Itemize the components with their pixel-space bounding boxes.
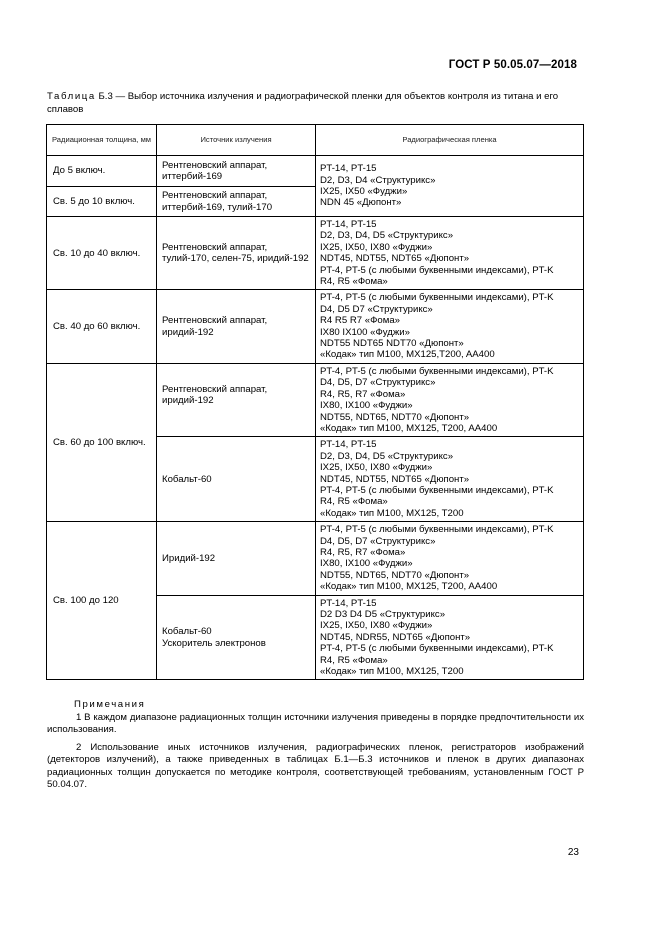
header-thickness: Радиационная толщина, мм: [47, 125, 157, 156]
film-line: «Кодак» тип M100, MX125, T200, AA400: [320, 422, 498, 434]
film-line: NDT45, NDR55, NDT65 «Дюпонт»: [320, 631, 471, 643]
film-line: D4, D5 D7 «Структурикс»: [320, 303, 433, 315]
source-line: Рентгеновский аппарат,: [162, 241, 268, 253]
film-line: PT-4, PT-5 (с любыми буквенными индексами), PT-K: [320, 643, 554, 655]
film-cell: [316, 156, 584, 217]
source-cell: [157, 437, 316, 522]
film-line: IX80 IX100 «Фуджи»: [320, 326, 410, 338]
thickness-cell: Св. 10 до 40 включ.: [47, 217, 157, 290]
thickness-cell: Св. 100 до 120: [47, 522, 157, 680]
source-line: Рентгеновский аппарат,: [162, 159, 268, 171]
source-line: Рентгеновский аппарат,: [162, 315, 268, 327]
source-film-table: [46, 124, 584, 680]
film-line: IX80, IX100 «Фуджи»: [320, 400, 413, 412]
film-line: R4, R5 «Фома»: [320, 654, 388, 666]
source-cell: [157, 522, 316, 595]
notes-title: Примечания: [74, 699, 146, 710]
film-line: «Кодак» тип M100, MX125, T200, AA400: [320, 581, 498, 593]
film-line: PT-14, PT-15: [320, 163, 377, 175]
notes-section: [47, 699, 584, 792]
table-row: [47, 522, 584, 595]
film-line: NDT55, NDT65, NDT70 «Дюпонт»: [320, 569, 470, 581]
film-line: R4, R5, R7 «Фома»: [320, 546, 406, 558]
source-cell: [157, 217, 316, 290]
film-cell: [316, 290, 584, 363]
film-line: D2 D3 D4 D5 «Структурикс»: [320, 609, 446, 620]
caption-label: Таблица: [47, 91, 96, 102]
film-line: IX25, IX50, IX80 «Фуджи»: [320, 462, 433, 474]
source-line: Рентгеновский аппарат,: [162, 190, 268, 202]
thickness-cell: До 5 включ.: [47, 156, 157, 187]
source-line: иттербий-169: [162, 171, 223, 182]
film-line: PT-4, PT-5 (с любыми буквенными индексами), PT-K: [320, 264, 554, 276]
thickness-cell: Св. 60 до 100 включ.: [47, 363, 157, 521]
source-line: тулий-170, селен-75, иридий-192: [162, 253, 309, 265]
table-row: [47, 290, 584, 363]
thickness-cell: Св. 5 до 10 включ.: [47, 187, 157, 217]
document-id: ГОСТ Р 50.05.07—2018: [448, 59, 577, 71]
film-line: R4 R5 R7 «Фома»: [320, 315, 401, 327]
film-line: R4, R5, R7 «Фома»: [320, 388, 406, 400]
film-line: R4, R5 «Фома»: [320, 496, 388, 508]
film-line: D4, D5, D7 «Структурикс»: [320, 535, 436, 547]
page-number: 23: [567, 847, 579, 858]
film-line: NDT55, NDT65, NDT70 «Дюпонт»: [320, 411, 470, 423]
source-line: Ускоритель электронов: [162, 637, 266, 649]
film-cell: [316, 363, 584, 436]
film-line: NDT55 NDT65 NDT70 «Дюпонт»: [320, 338, 464, 350]
caption-text: Б.3 — Выбор источника излучения и радиографической пленки для объектов контроля из титана и его сплавов: [47, 91, 559, 115]
source-line: Рентгеновский аппарат,: [162, 383, 268, 395]
source-line: иридий-192: [162, 395, 214, 407]
film-line: PT-4, PT-5 (с любыми буквенными индексами), PT-K: [320, 524, 554, 536]
film-line: «Кодак» тип M100, MX125,T200, AA400: [320, 349, 495, 361]
source-line: иридий-192: [162, 326, 214, 338]
source-cell: [157, 363, 316, 436]
film-line: «Кодак» тип M100, MX125, T200: [320, 666, 464, 678]
film-line: NDT45, NDT55, NDT65 «Дюпонт»: [320, 473, 470, 485]
source-cell: [157, 156, 316, 187]
film-line: D4, D5, D7 «Структурикс»: [320, 377, 436, 389]
table-row: [47, 217, 584, 290]
film-line: PT-14, PT-15: [320, 597, 377, 609]
film-cell: [316, 522, 584, 595]
film-line: IX25, IX50, IX80 «Фуджи»: [320, 620, 433, 632]
film-line: PT-4, PT-5 (с любыми буквенными индексами), PT-K: [320, 292, 554, 304]
source-cell: [157, 595, 316, 680]
film-line: R4, R5 «Фома»: [320, 276, 388, 288]
table-row: [47, 363, 584, 436]
source-line: Кобальт-60: [162, 626, 212, 638]
source-cell: [157, 290, 316, 363]
film-line: PT-14, PT-15: [320, 219, 377, 230]
film-line: NDN 45 «Дюпонт»: [320, 197, 402, 209]
table-caption: [47, 91, 587, 116]
film-line: D2, D3, D4, D5 «Структурикс»: [320, 230, 454, 242]
source-cell: [157, 187, 316, 217]
source-line: Иридий-192: [162, 552, 216, 564]
note-item: 2 Использование иных источников излучения, радиографических пленок, регистраторов изображений (детекторов излучений), а также приведенных в таблицах Б.1—Б.3 источников и пленок в других диапазонах радиационных толщин допускается по методике контроля, соответствующей требованиям, установленным ГОСТ Р 50.04.07.: [47, 741, 584, 790]
film-line: D2, D3, D4, D5 «Структурикс»: [320, 450, 454, 462]
film-line: PT-4, PT-5 (с любыми буквенными индексами), PT-K: [320, 484, 554, 496]
header-source: Источник излучения: [157, 125, 316, 156]
film-cell: [316, 595, 584, 680]
film-line: D2, D3, D4 «Структурикс»: [320, 174, 436, 186]
table-row: [47, 156, 584, 187]
film-cell: [316, 217, 584, 290]
film-line: IX25, IX50 «Фуджи»: [320, 186, 408, 197]
film-line: PT-14, PT-15: [320, 439, 377, 451]
source-line: Кобальт-60: [162, 473, 212, 485]
film-line: PT-4, PT-5 (с любыми буквенными индексами), PT-K: [320, 365, 554, 377]
header-film: Радиографическая пленка: [316, 125, 584, 156]
film-cell: [316, 437, 584, 522]
film-line: «Кодак» тип M100, MX125, T200: [320, 507, 464, 519]
table-header-row: [47, 125, 584, 156]
note-item: 1 В каждом диапазоне радиационных толщин источники излучения приведены в порядке предпочтительности их использования.: [47, 711, 584, 735]
film-line: IX25, IX50, IX80 «Фуджи»: [320, 241, 433, 253]
thickness-cell: Св. 40 до 60 включ.: [47, 290, 157, 363]
film-line: NDT45, NDT55, NDT65 «Дюпонт»: [320, 253, 470, 265]
source-line: иттербий-169, тулий-170: [162, 201, 273, 213]
film-line: IX80, IX100 «Фуджи»: [320, 558, 413, 570]
